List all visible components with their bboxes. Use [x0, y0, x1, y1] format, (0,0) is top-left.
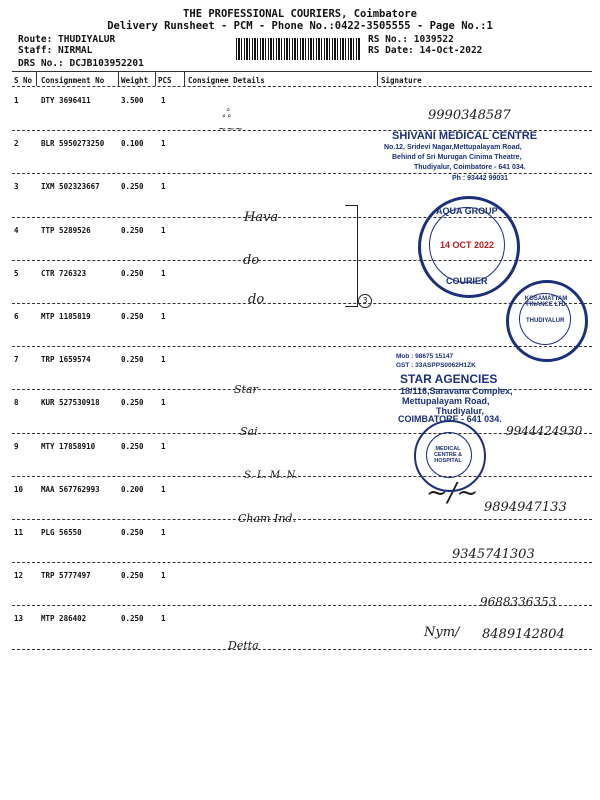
- star-stamp-line: Thudiyalur,: [436, 406, 485, 416]
- row-pcs: 1: [161, 355, 166, 365]
- row-sno: 9: [14, 441, 19, 451]
- barcode: [236, 38, 360, 60]
- row-weight: 0.250: [121, 225, 144, 235]
- signature-scrawl: ~/~: [426, 478, 479, 508]
- row-consignment: TRP 5777497: [41, 571, 91, 581]
- row-pcs: 1: [161, 398, 166, 408]
- col-divider: [36, 71, 37, 86]
- row-separator: [12, 346, 592, 347]
- row-weight: 0.250: [121, 614, 144, 624]
- row-weight: 0.100: [121, 139, 144, 149]
- row-consignment: MTP 286402: [41, 614, 87, 624]
- row-pcs: 1: [161, 441, 166, 451]
- col-signature: Signature: [381, 76, 422, 85]
- consignee-signature-10: Cham Ind.: [238, 512, 296, 525]
- star-stamp-line: Mettupalayam Road,: [402, 396, 490, 406]
- header-rule-top: [12, 71, 592, 72]
- row-weight: 0.250: [121, 268, 144, 278]
- handwriting-mark: ஃ: [222, 107, 231, 120]
- runsheet-subtitle: Delivery Runsheet - PCM - Phone No.:0422-3505555 - Page No.:1: [107, 20, 493, 32]
- row-sno: 6: [14, 312, 19, 321]
- col-divider: [377, 71, 378, 86]
- row-consignment: CTR 726323: [41, 268, 87, 278]
- consignee-signature-3: Hava: [244, 210, 279, 225]
- bracket-mark: [345, 205, 358, 307]
- row-pcs: 1: [161, 139, 166, 149]
- row-consignment: TRP 1659574: [41, 355, 91, 365]
- shivani-stamp-line: Thudiyalur, Coimbatore - 641 034.: [414, 164, 526, 171]
- row-sno: 13: [14, 614, 24, 624]
- row-separator: [12, 476, 592, 477]
- row-weight: 3.500: [121, 96, 144, 105]
- staff-label: Staff: NIRMAL: [18, 45, 93, 56]
- row-sno: 7: [14, 355, 19, 365]
- signature-phone-12: 9688336353: [480, 595, 557, 609]
- row-consignment: MTP 1185819: [41, 312, 91, 321]
- col-divider: [184, 71, 185, 86]
- row-consignment: MTY 17858910: [41, 441, 96, 451]
- circled-number: 3: [358, 294, 372, 308]
- shivani-stamp-name: SHIVANI MEDICAL CENTRE: [392, 130, 538, 142]
- row-consignment: TTP 5289526: [41, 225, 91, 235]
- row-weight: 0.250: [121, 355, 144, 365]
- row-separator: [12, 433, 592, 434]
- row-sno: 12: [14, 571, 24, 581]
- row-weight: 0.250: [121, 312, 144, 321]
- col-weight: Weight: [121, 76, 149, 85]
- signature-phone-1: 9990348587: [428, 108, 511, 123]
- star-stamp-line: 18/116,Saravana Complex,: [400, 386, 513, 396]
- row-pcs: 1: [161, 528, 166, 537]
- row-separator: [12, 562, 592, 563]
- star-stamp-name: STAR AGENCIES: [400, 372, 498, 386]
- row-sno: 11: [14, 528, 24, 537]
- row-pcs: 1: [161, 268, 166, 278]
- row-weight: 0.200: [121, 484, 144, 494]
- row-separator: [12, 519, 592, 520]
- row-weight: 0.250: [121, 182, 144, 192]
- rs-number: RS No.: 1039522: [368, 34, 454, 45]
- route-label: Route: THUDIYALUR: [18, 34, 116, 45]
- shivani-stamp-line: Behind of Sri Murugan Cinima Theatre,: [392, 154, 522, 161]
- row-weight: 0.250: [121, 528, 144, 537]
- col-divider: [118, 71, 119, 86]
- row-sno: 2: [14, 139, 19, 149]
- star-stamp-line: COIMBATORE - 641 034.: [398, 414, 502, 424]
- row-separator: [12, 649, 592, 650]
- shivani-stamp-line: No.12, Sridevi Nagar,Mettupalayam Road,: [384, 144, 522, 151]
- row-pcs: 1: [161, 225, 166, 235]
- aqua-stamp-top: AQUA GROUP: [436, 206, 498, 216]
- col-sno: S No: [14, 76, 33, 85]
- row-weight: 0.250: [121, 441, 144, 451]
- kosamattam-stamp-text: KOSAMATTAM FINANCE LTD: [524, 296, 568, 308]
- row-sno: 5: [14, 268, 19, 278]
- drs-number: DRS No.: DCJB103952201: [18, 58, 144, 69]
- row-consignment: BLR 5950273250: [41, 139, 105, 149]
- row-sno: 8: [14, 398, 19, 408]
- row-pcs: 1: [161, 484, 166, 494]
- signature-phone-13: 8489142804: [482, 627, 565, 642]
- row-consignment: DTY 3696411: [41, 96, 91, 105]
- aqua-stamp-date: 14 OCT 2022: [440, 240, 495, 250]
- row-pcs: 1: [161, 312, 166, 321]
- row-consignment: KUR 527530918: [41, 398, 100, 408]
- row-consignment: PLG 56550: [41, 528, 82, 537]
- row-pcs: 1: [161, 614, 166, 624]
- consignee-signature-4: do: [243, 253, 260, 268]
- row-sno: 10: [14, 484, 24, 494]
- rs-date: RS Date: 14-Oct-2022: [368, 45, 483, 56]
- signature-phone-11: 9345741303: [452, 547, 535, 562]
- consignee-signature-5: do: [248, 292, 265, 307]
- row-separator: [12, 303, 592, 304]
- row-sno: 3: [14, 182, 19, 192]
- row-pcs: 1: [161, 96, 166, 105]
- row-consignment: IXM 502323667: [41, 182, 100, 192]
- row-sno: 1: [14, 96, 19, 105]
- handwriting-mark: ~~~: [218, 124, 244, 135]
- consignee-signature-7: Star: [234, 383, 258, 396]
- shivani-stamp-phone: Ph : 93442 99031: [452, 175, 509, 182]
- col-consignee: Consignee Details: [188, 76, 265, 85]
- consignee-signature-8: Sai: [240, 425, 258, 438]
- star-stamp-gst: GST : 33ASPPS0062H1ZK: [396, 362, 476, 369]
- row-pcs: 1: [161, 571, 166, 581]
- aqua-stamp-bottom: COURIER: [446, 276, 488, 286]
- col-consignment: Consignment No: [41, 76, 105, 85]
- signature-phone-10: 9894947133: [484, 500, 567, 515]
- consignee-signature-9: S. L. M. N.: [244, 470, 298, 481]
- kosamattam-stamp-inner: THUDIYALUR: [526, 318, 565, 324]
- signature-scrawl: Nym/: [424, 625, 460, 640]
- document-title: THE PROFESSIONAL COURIERS, Coimbatore: [183, 8, 417, 20]
- row-consignment: MAA 567762993: [41, 484, 100, 494]
- row-sno: 4: [14, 225, 19, 235]
- row-weight: 0.250: [121, 398, 144, 408]
- header-rule-bottom: [12, 86, 592, 87]
- col-divider: [155, 71, 156, 86]
- col-pcs: PCS: [158, 76, 172, 85]
- medical-stamp-text: MEDICAL CENTRE & HOSPITAL: [433, 446, 463, 464]
- consignee-signature-13: Detta: [228, 639, 259, 652]
- row-weight: 0.250: [121, 571, 144, 581]
- row-pcs: 1: [161, 182, 166, 192]
- signature-phone-9: 9944424930: [506, 424, 583, 438]
- star-stamp-mob: Mob : 98675 15147: [396, 353, 454, 360]
